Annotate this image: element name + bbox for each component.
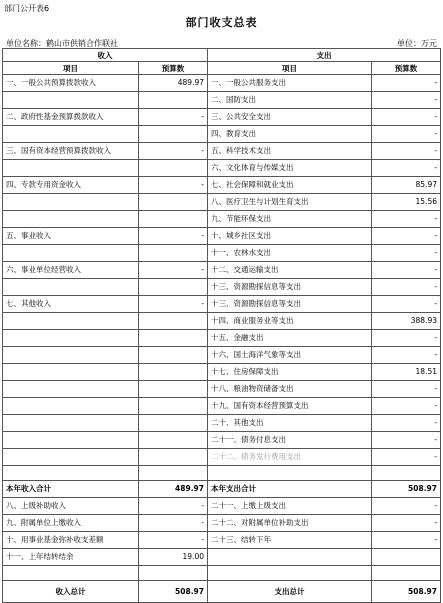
income-item-cell xyxy=(3,364,139,381)
income-value-cell xyxy=(139,279,208,296)
table-row xyxy=(3,228,441,245)
income-item-cell xyxy=(3,398,139,415)
expense-item-cell: 十四、商业服务业等支出 xyxy=(208,313,372,330)
expense-value-cell: - xyxy=(372,381,441,398)
expense-value-cell: - xyxy=(372,296,441,313)
income-value-cell: - xyxy=(139,262,208,279)
income-value-cell xyxy=(139,432,208,449)
table-row xyxy=(3,347,441,364)
income-item-cell xyxy=(3,330,139,347)
expense-item-cell xyxy=(208,566,372,581)
income-value-cell xyxy=(139,449,208,466)
income-item-cell xyxy=(3,432,139,449)
expense-value-cell xyxy=(372,566,441,581)
expense-item-cell: 十三、资源勘探信息等支出 xyxy=(208,279,372,296)
expense-value-cell: 15.56 xyxy=(372,194,441,211)
income-value-cell xyxy=(139,313,208,330)
table-row xyxy=(3,75,441,92)
expense-value-cell: - xyxy=(372,75,441,92)
table-row xyxy=(3,194,441,211)
expense-item-cell: 二、国防支出 xyxy=(208,92,372,109)
expense-value-cell: - xyxy=(372,245,441,262)
income-value-cell xyxy=(139,330,208,347)
income-value-cell xyxy=(139,211,208,228)
expense-value-cell: 508.97 xyxy=(372,581,441,603)
expense-value-cell: - xyxy=(372,126,441,143)
expense-item-cell: 十二、交通运输支出 xyxy=(208,262,372,279)
expense-item-cell: 九、节能环保支出 xyxy=(208,211,372,228)
expense-value-cell: - xyxy=(372,432,441,449)
expense-value-cell: 18.51 xyxy=(372,364,441,381)
table-row xyxy=(3,481,441,498)
table-row xyxy=(3,381,441,398)
expense-value-cell: 508.97 xyxy=(372,481,441,498)
expense-value-cell: - xyxy=(372,211,441,228)
expense-value-cell: - xyxy=(372,279,441,296)
expense-item-cell: 十六、国土海洋气象等支出 xyxy=(208,347,372,364)
income-item-cell xyxy=(3,347,139,364)
income-item-cell: 十一、上年结转结余 xyxy=(3,549,139,566)
income-item-cell xyxy=(3,279,139,296)
income-value-cell xyxy=(139,381,208,398)
expense-item-cell xyxy=(208,466,372,481)
income-value-cell xyxy=(139,245,208,262)
expense-value-cell: - xyxy=(372,330,441,347)
expense-value-cell xyxy=(372,466,441,481)
income-item-cell xyxy=(3,160,139,177)
income-section-header: 收入 xyxy=(3,49,208,62)
income-value-cell: - xyxy=(139,515,208,532)
income-item-cell: 六、事业单位经营收入 xyxy=(3,262,139,279)
expense-item-cell: 十七、住房保障支出 xyxy=(208,364,372,381)
expense-value-cell: - xyxy=(372,532,441,549)
income-budget-header: 预算数 xyxy=(139,62,208,75)
expense-item-cell: 十八、粮油物资储备支出 xyxy=(208,381,372,398)
expense-value-cell: - xyxy=(372,347,441,364)
table-row xyxy=(3,126,441,143)
expense-item-cell: 六、文化体育与传媒支出 xyxy=(208,160,372,177)
table-row xyxy=(3,245,441,262)
table-row xyxy=(3,211,441,228)
table-row xyxy=(3,160,441,177)
page-title: 部门收支总表 xyxy=(185,16,258,29)
expense-value-cell: - xyxy=(372,415,441,432)
table-row xyxy=(3,566,441,581)
expense-budget-header: 预算数 xyxy=(372,62,441,75)
expense-item-cell: 四、教育支出 xyxy=(208,126,372,143)
expense-item-cell: 支出总计 xyxy=(208,581,372,603)
income-value-cell xyxy=(139,194,208,211)
income-item-cell xyxy=(3,126,139,143)
income-item-cell: 十、用事业基金弥补收支差额 xyxy=(3,532,139,549)
income-value-cell: 508.97 xyxy=(139,581,208,603)
table-row xyxy=(3,532,441,549)
income-item-cell xyxy=(3,566,139,581)
table-row xyxy=(3,143,441,160)
table-row xyxy=(3,515,441,532)
expense-value-cell: - xyxy=(372,498,441,515)
income-item-cell: 三、国有资本经营预算拨款收入 xyxy=(3,143,139,160)
income-value-cell xyxy=(139,160,208,177)
income-item-cell xyxy=(3,415,139,432)
income-item-cell xyxy=(3,449,139,466)
income-value-cell xyxy=(139,126,208,143)
budget-summary-table xyxy=(2,48,441,603)
income-value-cell: - xyxy=(139,532,208,549)
income-value-cell: 489.97 xyxy=(139,481,208,498)
expense-value-cell xyxy=(372,549,441,566)
income-item-cell: 七、其他收入 xyxy=(3,296,139,313)
income-value-cell xyxy=(139,415,208,432)
income-item-header: 项目 xyxy=(3,62,139,75)
table-row xyxy=(3,330,441,347)
column-header-row xyxy=(3,62,441,75)
table-row xyxy=(3,432,441,449)
income-value-cell: 489.97 xyxy=(139,75,208,92)
expense-value-cell: - xyxy=(372,160,441,177)
income-item-cell: 九、附属单位上缴收入 xyxy=(3,515,139,532)
expense-item-cell: 三、公共安全支出 xyxy=(208,109,372,126)
table-row xyxy=(3,449,441,466)
unit-name-label: 单位名称：鹤山市供销合作联社 xyxy=(6,39,118,48)
income-item-cell: 收入总计 xyxy=(3,581,139,603)
income-value-cell xyxy=(139,466,208,481)
expense-item-cell: 二十三、结转下年 xyxy=(208,532,372,549)
table-row xyxy=(3,279,441,296)
income-value-cell: - xyxy=(139,498,208,515)
section-header-row xyxy=(3,49,441,62)
expense-value-cell: - xyxy=(372,228,441,245)
income-item-cell: 二、政府性基金预算拨款收入 xyxy=(3,109,139,126)
expense-item-cell: 八、医疗卫生与计划生育支出 xyxy=(208,194,372,211)
table-row xyxy=(3,262,441,279)
income-item-cell xyxy=(3,381,139,398)
expense-item-cell: 本年支出合计 xyxy=(208,481,372,498)
expense-item-cell: 一、一般公共服务支出 xyxy=(208,75,372,92)
expense-item-cell: 十一、农林水支出 xyxy=(208,245,372,262)
expense-item-cell: 二十一、上缴上级支出 xyxy=(208,498,372,515)
expense-value-cell: 388.93 xyxy=(372,313,441,330)
income-item-cell xyxy=(3,245,139,262)
table-row xyxy=(3,177,441,194)
income-item-cell xyxy=(3,211,139,228)
income-item-cell: 八、上级补助收入 xyxy=(3,498,139,515)
expense-item-cell: 十九、国有资本经营预算支出 xyxy=(208,398,372,415)
income-value-cell xyxy=(139,364,208,381)
income-value-cell: - xyxy=(139,296,208,313)
expense-item-cell: 二十一、债务付息支出 xyxy=(208,432,372,449)
income-item-cell: 四、专款专用资金收入 xyxy=(3,177,139,194)
expense-item-cell: 五、科学技术支出 xyxy=(208,143,372,160)
expense-value-cell: - xyxy=(372,109,441,126)
expense-item-cell: 二十二、对附属单位补助支出 xyxy=(208,515,372,532)
table-row xyxy=(3,498,441,515)
income-item-cell: 一、一般公共预算拨款收入 xyxy=(3,75,139,92)
income-value-cell: - xyxy=(139,177,208,194)
table-row xyxy=(3,364,441,381)
table-row xyxy=(3,313,441,330)
income-value-cell xyxy=(139,566,208,581)
currency-unit-label: 单位：万元 xyxy=(397,39,437,48)
table-row xyxy=(3,549,441,566)
income-value-cell: - xyxy=(139,109,208,126)
income-value-cell xyxy=(139,92,208,109)
income-value-cell: - xyxy=(139,143,208,160)
expense-item-header: 项目 xyxy=(208,62,372,75)
expense-section-header: 支出 xyxy=(208,49,441,62)
expense-item-cell: 十、城乡社区支出 xyxy=(208,228,372,245)
income-value-cell: - xyxy=(139,228,208,245)
expense-item-cell: 七、社会保障和就业支出 xyxy=(208,177,372,194)
table-row xyxy=(3,415,441,432)
table-row xyxy=(3,296,441,313)
table-row xyxy=(3,92,441,109)
expense-item-cell xyxy=(208,549,372,566)
expense-item-cell: 二十二、债务发行费用支出 xyxy=(208,449,372,466)
table-row xyxy=(3,581,441,603)
expense-value-cell: - xyxy=(372,262,441,279)
expense-value-cell: - xyxy=(372,515,441,532)
income-item-cell xyxy=(3,92,139,109)
expense-value-cell: - xyxy=(372,449,441,466)
income-item-cell xyxy=(3,194,139,211)
income-value-cell xyxy=(139,347,208,364)
income-item-cell: 本年收入合计 xyxy=(3,481,139,498)
income-item-cell xyxy=(3,466,139,481)
table-tag: 部门公开表6 xyxy=(4,4,50,13)
expense-item-cell: 十五、金融支出 xyxy=(208,330,372,347)
table-row xyxy=(3,109,441,126)
income-value-cell: 19.00 xyxy=(139,549,208,566)
expense-value-cell: - xyxy=(372,143,441,160)
income-value-cell xyxy=(139,398,208,415)
expense-item-cell: 十三、资源勘探信息等支出 xyxy=(208,296,372,313)
table-row xyxy=(3,398,441,415)
expense-item-cell: 二十、其他支出 xyxy=(208,415,372,432)
table-row xyxy=(3,466,441,481)
income-item-cell xyxy=(3,313,139,330)
expense-value-cell: - xyxy=(372,398,441,415)
expense-value-cell: - xyxy=(372,92,441,109)
income-item-cell: 五、事业收入 xyxy=(3,228,139,245)
expense-value-cell: 85.97 xyxy=(372,177,441,194)
